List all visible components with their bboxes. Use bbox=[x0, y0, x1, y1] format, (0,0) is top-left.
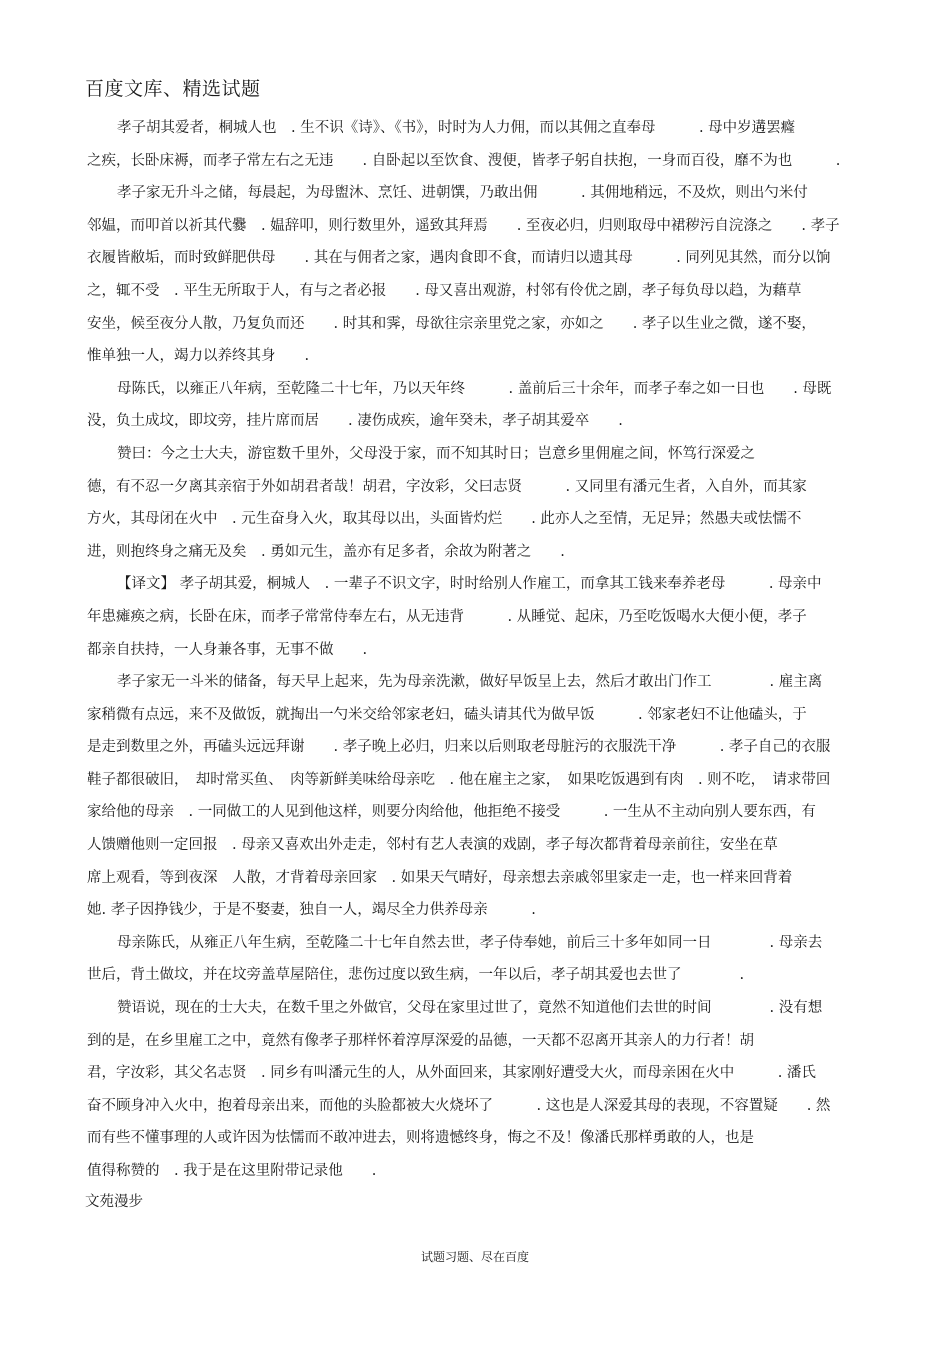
paragraph-line: 之，辄不受 . 平生无所取于人，有与之者必报 . 母又喜出观游，村邻有伶优之剧，孝子每负母以趋，为藉草 bbox=[87, 282, 802, 299]
paragraph-line: 家稍微有点远，来不及做饭，就掏出一勺米交给邻家老妇，磕头请其代为做早饭 . 邻家老妇不让他磕头，于 bbox=[87, 706, 807, 723]
paragraph-line: 没，负土成坟，即坟旁，挂片席而居 . 凄伤成疾，逾年癸未，孝子胡其爱卒 . bbox=[87, 413, 623, 430]
paragraph-line: 是走到数里之外，再磕头远远拜谢 . 孝子晚上必归，归来以后则取老母脏污的衣服洗干净 . 孝子自己的衣服 bbox=[87, 739, 831, 756]
paragraph-line: 赞语说，现在的士大夫，在数千里之外做官，父母在家里过世了，竟然不知道他们去世的时间 . 没有想 bbox=[117, 1000, 823, 1017]
paragraph-line: 之疾，长卧床褥，而孝子常左右之无违 . 自卧起以至饮食、溲便，皆孝子躬自扶抱，一身而百役，靡不为也 . bbox=[87, 152, 841, 169]
paragraph-line: 惟单独一人，竭力以养终其身 . bbox=[87, 348, 310, 365]
paragraph-line: 到的是，在乡里雇工之中，竟然有像孝子那样怀着淳厚深爱的品德，一天都不忍离开其亲人的力行者！胡 bbox=[87, 1032, 754, 1049]
document-header: 百度文库、精选试题 bbox=[85, 78, 261, 100]
paragraph-line: 值得称赞的 . 我于是在这里附带记录他 . bbox=[87, 1163, 377, 1179]
paragraph-line: 母亲陈氏，从雍正八年生病，至乾隆二十七年自然去世，孝子侍奉她，前后三十多年如同一日 . 母亲去 bbox=[117, 934, 823, 951]
paragraph-line: 孝子家无升斗之储，每晨起，为母盥沐、烹饪、进朝馔，乃敢出佣 . 其佣地稍远，不及炊，则出勺米付 bbox=[117, 185, 808, 202]
paragraph-line: 而有些不懂事理的人或许因为怯懦而不敢冲进去，则将遗憾终身，悔之不及！像潘氏那样勇敢的人，也是 bbox=[87, 1130, 754, 1147]
paragraph-line: 君，字汝彩，其父名志贤 . 同乡有叫潘元生的人，从外面回来，其家刚好遭受大火，而母亲困在火中 . 潘氏 bbox=[87, 1065, 816, 1082]
paragraph-line: 年患瘫痪之病，长卧在床，而孝子常常侍奉左右，从无违背 . 从睡觉、起床，乃至吃饭喝水大便小便，孝子 bbox=[87, 608, 807, 625]
section-label: 文苑漫步 bbox=[85, 1194, 143, 1210]
paragraph-line: 家给他的母亲 . 一同做工的人见到他这样，则要分肉给他，他拒绝不接受 . 一生从不主动向别人要东西，有 bbox=[87, 804, 816, 821]
paragraph-line: 她. 孝子因挣钱少，于是不娶妻，独自一人，竭尽全力供养母亲 . bbox=[87, 902, 536, 919]
paragraph-line: 都亲自扶持，一人身兼各事，无事不做 . bbox=[87, 641, 368, 658]
paragraph-line: 邻媪，而叩首以祈其代爨 . 媪辞叩，则行数里外，遥致其拜焉 . 至夜必归，归则取母中裙秽污自浣涤之 . 孝子 bbox=[87, 217, 840, 234]
paragraph-line: 进，则抱终身之痛无及矣 . 勇如元生，盖亦有足多者，余故为附著之 . bbox=[87, 543, 565, 560]
paragraph-line: 席上观看，等到夜深 人散，才背着母亲回家 . 如果天气晴好，母亲想去亲戚邻里家走一走，也一样来回背着 bbox=[87, 869, 793, 886]
paragraph-line: 方火，其母闭在火中 . 元生奋身入火，取其母以出，头面皆灼烂 . 此亦人之至情，无足异；然愚夫或怯懦不 bbox=[87, 511, 802, 528]
paragraph-line: 奋不顾身冲入火中，抱着母亲出来，而他的头脸都被大火烧坏了 . 这也是人深爱其母的表现，不容置疑 . 然 bbox=[87, 1097, 831, 1114]
paragraph-line: 人馈赠他则一定回报 . 母亲又喜欢出外走走，邻村有艺人表演的戏剧，孝子每次都背着母亲前往，安坐在草 bbox=[87, 837, 778, 854]
paragraph-line: 赞曰：今之士大夫，游宦数千里外，父母没于家，而不知其时日；岂意乡里佣雇之间，怀笃行深爱之 bbox=[117, 445, 755, 462]
paragraph-line: 母陈氏，以雍正八年病，至乾隆二十七年，乃以天年终 . 盖前后三十余年，而孝子奉之如一日也 . 母既 bbox=[117, 380, 832, 397]
paragraph-line: 安坐，候至夜分人散，乃复负而还 . 时其和霁，母欲往宗亲里党之家，亦如之 . 孝子以生业之微，遂不娶， bbox=[87, 315, 816, 332]
paragraph-line: 孝子胡其爱者，桐城人也 . 生不识《诗》、《书》，时时为人力佣，而以其佣之直奉母 . 母中岁遘罢癃 bbox=[117, 120, 796, 136]
paragraph-line: 孝子家无一斗米的储备，每天早上起来，先为母亲洗漱，做好早饭呈上去，然后才敢出门作工 . 雇主离 bbox=[117, 674, 823, 691]
paragraph-line: 德，有不忍一夕离其亲宿于外如胡君者哉！胡君，字汝彩，父曰志贤 . 又同里有潘元生者，入自外，而其家 bbox=[87, 478, 807, 495]
paragraph-line: 鞋子都很破旧， 却时常买鱼、 肉等新鲜美味给母亲吃 . 他在雇主之家， 如果吃饭遇到有肉 . 则不吃， 请求带回 bbox=[87, 771, 831, 788]
paragraph-line: 衣履皆敝垢，而时致鲜肥供母 . 其在与佣者之家，遇肉食即不食，而请归以遗其母 . 同列见其然，而分以饷 bbox=[87, 250, 831, 267]
page-footer: 试题习题、尽在百度 bbox=[420, 1250, 529, 1264]
paragraph-line: 【译文】 孝子胡其爱，桐城人 . 一辈子不识文字，时时给别人作雇工，而拿其工钱来奉养老母 . 母亲中 bbox=[117, 576, 822, 593]
paragraph-line: 世后，背土做坟，并在坟旁盖草屋陪住，悲伤过度以致生病，一年以后，孝子胡其爱也去世了 . bbox=[87, 967, 745, 984]
document-body bbox=[87, 112, 867, 1188]
